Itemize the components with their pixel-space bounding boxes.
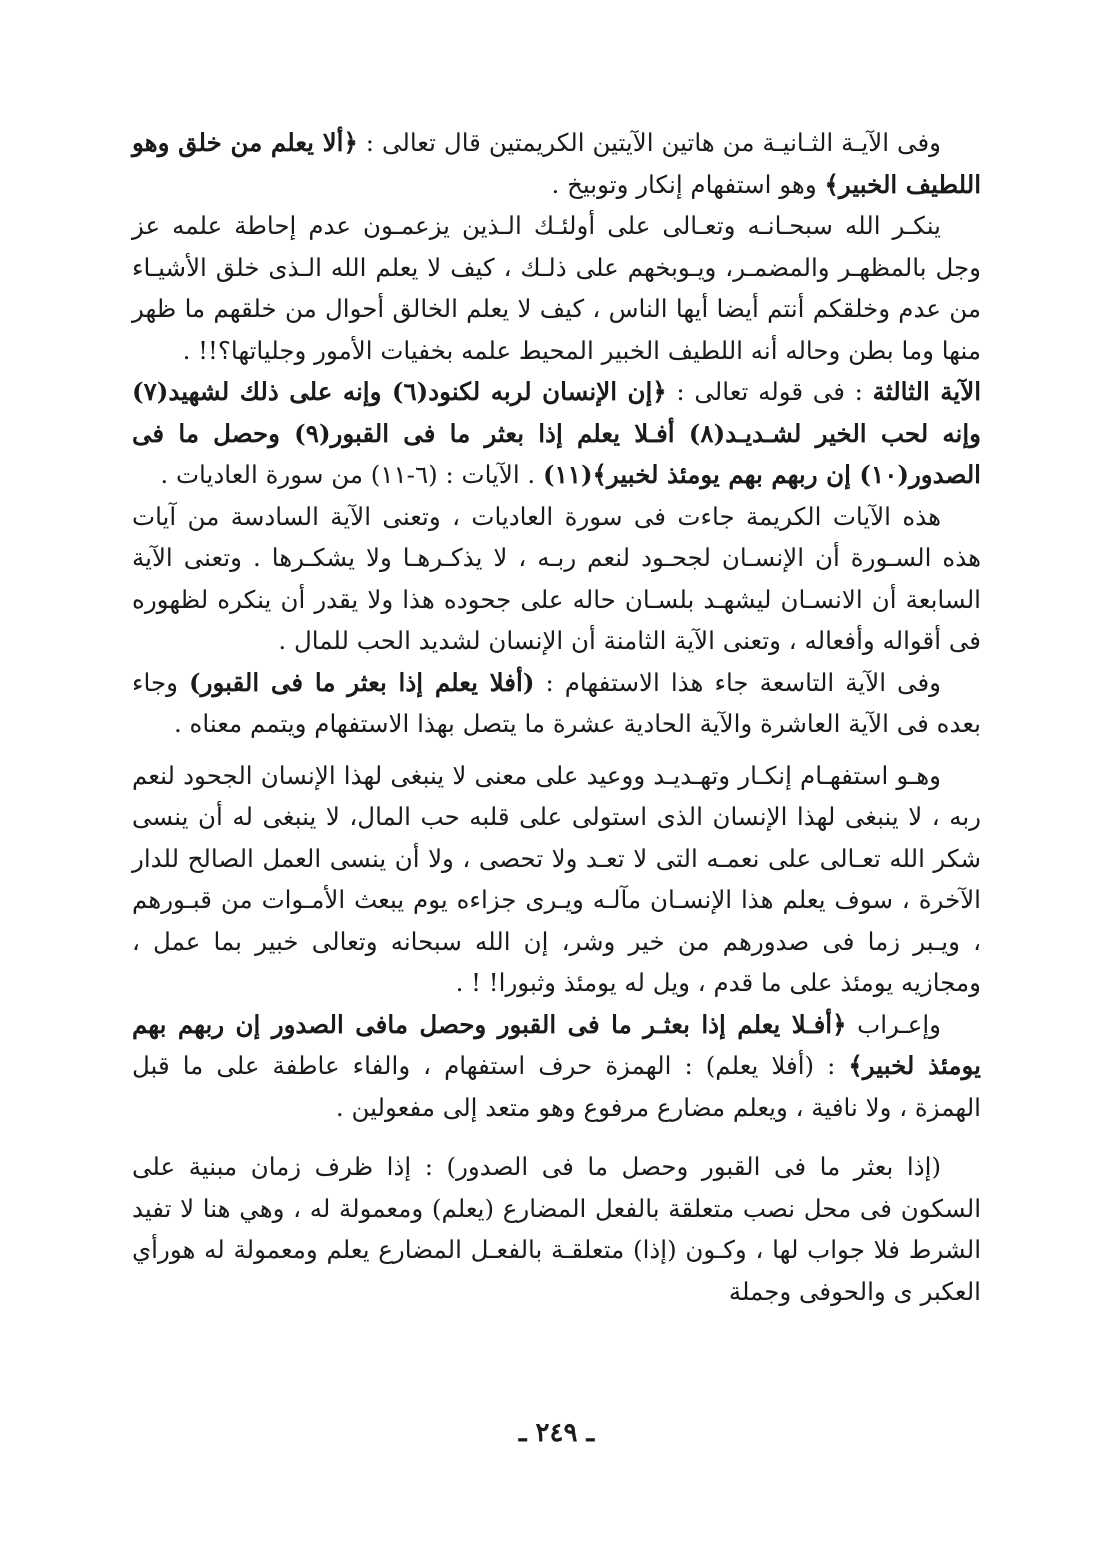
- bold-run: ﴿إن الإنسان لربه لكنود(٦) وإنه على ذلك لشهيد(٧) وإنه لحب الخير لشـديـد(٨) أفـلا يعلم إذا بعثر ما فى القبور(٩) وحصل ما فى الصدور(١٠) إن ربهم بهم يومئذ لخبير﴾(١١): [132, 377, 981, 489]
- text-run: وهو استفهام إنكار وتوبيخ .: [551, 169, 825, 199]
- paragraph: [132, 122, 981, 205]
- paragraph: [132, 1146, 981, 1312]
- text-run: وجاء بعده فى الآية العاشرة والآية الحادية عشرة ما يتصل بهذا الاستفهام ويتمم معناه .: [132, 667, 981, 738]
- bold-run: ﴿ألا يعلم من خلق وهو اللطيف الخبير﴾: [132, 128, 981, 199]
- text-run: هذه الآيات الكريمة جاءت فى سورة العاديات ، وتعنى الآية السادسة من آيات هذه السـورة أن الإنسـان لجحـود لنعم ربـه ، لا يذكـرهـا ولا يشكـرها . وتعنى الآية السابعة أن الانسـان ليشهـد بلسـان حاله على جحوده هذا ولا يقدر أن ينكره لظهوره فى أقواله وأفعاله ، وتعنى الآية الثامنة أن الإنسان لشديد الحب للمال .: [132, 501, 981, 655]
- bold-run: الآية الثالثة: [872, 377, 982, 406]
- text-run: : (أفلا يعلم) : الهمزة حرف استفهام ، والفاء عاطفة على ما قبل الهمزة ، ولا نافية ، ويعلم مضارع مرفوع وهو متعد إلى مفعولين .: [132, 1051, 981, 1122]
- text-run: وفى الآية التاسعة جاء هذا الاستفهام :: [534, 667, 941, 697]
- text-run: . الآيات : (٦-١١) من سورة العاديات .: [160, 460, 544, 489]
- text-run: ينكـر الله سبحـانـه وتعـالى على أولئـك الـذين يزعمـون عدم إحاطة علمه عز وجل بالمظهـر والمضمـر، ويـوبخهم على ذلـك ، كيف لا يعلم الله الـذى خلق الأشيـاء من عدم وخلقكم أنتم أيضا أيها الناس ، كيف لا يعلم الخالق أحوال من خلقهم ما ظهر منها وما بطن وحاله أنه اللطيف الخبير المحيط علمه بخفيات الأمور وجلياتها؟!! .: [132, 211, 981, 365]
- paragraph: [132, 496, 981, 662]
- bold-run: ﴿أفـلا يعلم إذا بعثـر ما فى القبور وحصل مافى الصدور إن ربهم بهم يومئذ لخبير﴾: [132, 1009, 981, 1080]
- bold-run: (أفلا يعلم إذا بعثر ما فى القبور): [189, 667, 535, 697]
- page-number: ـ ٢٤٩ ـ: [518, 1418, 595, 1448]
- paragraph: [132, 1004, 981, 1129]
- text-run: وإعـراب: [846, 1009, 941, 1039]
- text-run: وفى الآيـة الثـانيـة من هاتين الآيتين الكريمتين قال تعالى :: [357, 128, 941, 157]
- paragraph: [132, 205, 981, 371]
- text-run: وهـو استفهـام إنكـار وتهـديـد ووعيد على معنى لا ينبغى لهذا الإنسان الجحود لنعم ربه ، لا ينبغى لهذا الإنسان الذى استولى على قلبه حب المال، لا ينبغى له أن ينسى شكر الله تعـالى على نعمـه التى لا تعـد ولا تحصى ، ولا أن ينسى العمل الصالح للدار الآخرة ، سوف يعلم هذا الإنسـان مآلـه ويـرى جزاءه يوم يبعث الأمـوات من قبـورهم ، ويـبر زما فى صدورهم من خير وشر، إن الله سبحانه وتعالى خبير بما عمل ، ومجازيه يومئذ على ما قدم ، ويل له يومئذ وثبورا! ! .: [132, 760, 981, 997]
- page-body: [132, 122, 981, 1312]
- text-run: (إذا بعثر ما فى القبور وحصل ما فى الصدور) : إذا ظرف زمان مبنية على السكون فى محل نصب متعلقة بالفعل المضارع (يعلم) ومعمولة له ، وهي هنا لا تفيد الشرط فلا جواب لها ، وكـون (إذا) متعلقـة بالفعـل المضارع يعلم ومعمولة له هورأي العكبر ى والحوفى وجملة: [132, 1152, 981, 1306]
- paragraph: [132, 755, 981, 1004]
- paragraph: [132, 371, 981, 496]
- text-run: : فى قوله تعالى :: [666, 377, 873, 406]
- paragraph: [132, 662, 981, 745]
